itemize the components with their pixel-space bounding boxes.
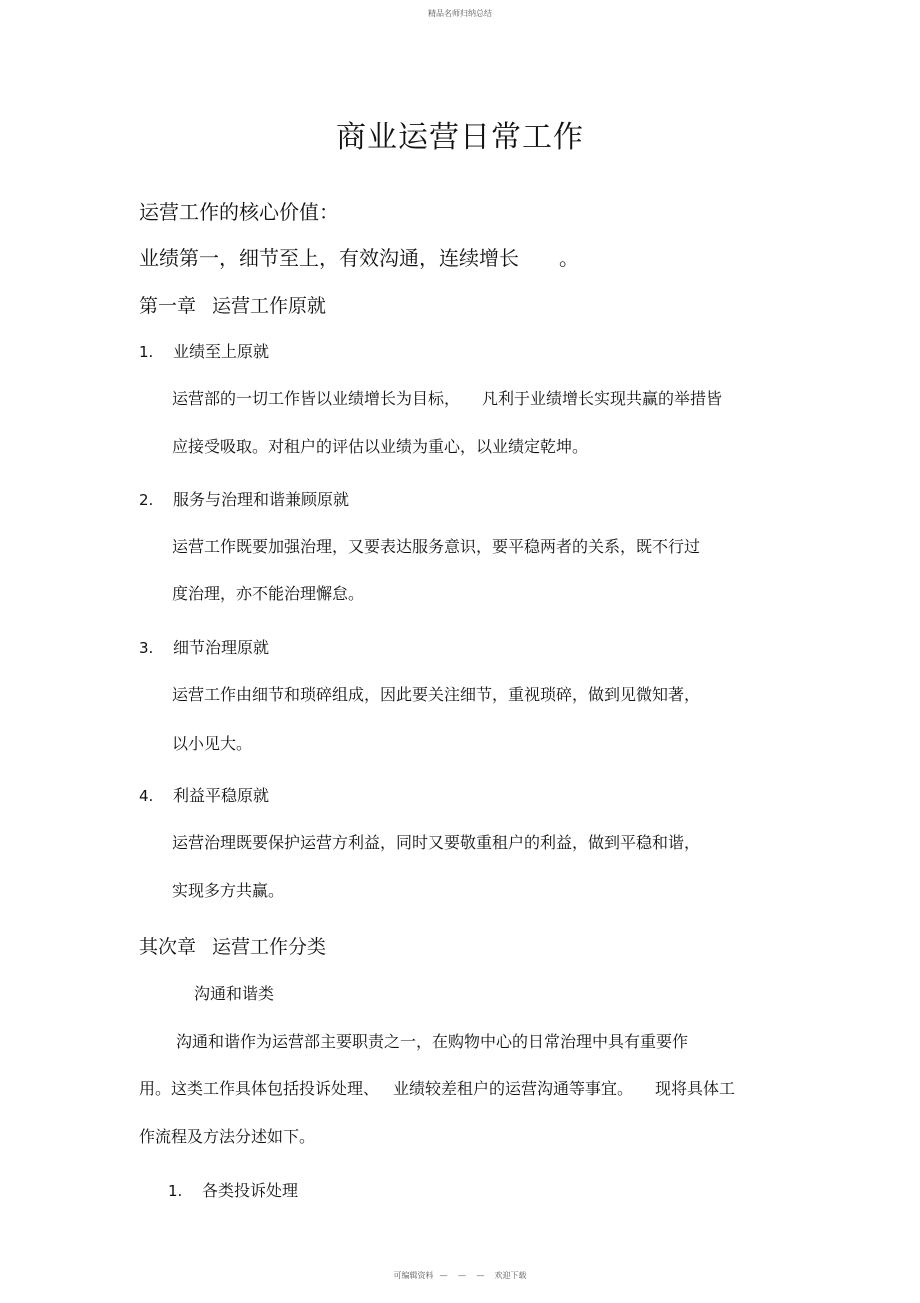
list-item-title: 细节治理原就 xyxy=(173,638,270,657)
list-item-number: 1. xyxy=(168,1182,183,1200)
text-segment: 现将具体工 xyxy=(655,1079,736,1098)
list-item-heading xyxy=(139,487,349,510)
list-item-title: 各类投诉处理 xyxy=(202,1181,299,1200)
paragraph-line: 运营工作由细节和琐碎组成，因此要关注细节，重视琐碎，做到见微知著， xyxy=(172,685,701,704)
list-item-title: 业绩至上原就 xyxy=(173,342,270,361)
text-segment: 用。这类工作具体包括投诉处理、 xyxy=(139,1079,380,1098)
paragraph-line: 度治理，亦不能治理懈怠。 xyxy=(172,584,365,603)
list-item-heading xyxy=(139,339,269,362)
list-item-title: 利益平稳原就 xyxy=(173,786,270,805)
page-header-note: 精品名师归纳总结 xyxy=(428,9,492,18)
paragraph-line: 运营工作既要加强治理，又要表达服务意识，要平稳两者的关系，既不行过 xyxy=(172,537,701,556)
core-value-text: 业绩第一，细节至上，有效沟通，连续增长 xyxy=(139,246,519,270)
text-segment: 业绩较差租户的运营沟通等事宜。 xyxy=(393,1079,634,1098)
list-item-heading xyxy=(168,1178,298,1201)
list-item-heading xyxy=(139,635,269,658)
chapter-1-title: 运营工作原就 xyxy=(212,295,327,317)
list-item-number: 4. xyxy=(139,787,154,805)
page-footer-note xyxy=(0,1270,920,1281)
footer-left-text: 可编辑资料 xyxy=(393,1271,434,1280)
paragraph-line: 运营治理既要保护运营方利益，同时又要敬重租户的利益，做到平稳和谐， xyxy=(172,833,701,852)
chapter-1-heading xyxy=(139,291,326,318)
chapter-2-heading xyxy=(139,932,326,959)
document-title: 商业运营日常工作 xyxy=(336,120,584,155)
subsection-title: 沟通和谐类 xyxy=(194,984,275,1003)
footer-dashes: — — — xyxy=(439,1271,489,1280)
chapter-2-number: 其次章 xyxy=(139,936,197,958)
list-item-number: 2. xyxy=(139,491,154,509)
paragraph-line xyxy=(172,386,722,409)
paragraph-line: 应接受吸取。对租户的评估以业绩为重心，以业绩定乾坤。 xyxy=(172,437,589,456)
paragraph-line xyxy=(139,1076,735,1099)
paragraph-line: 以小见大。 xyxy=(172,734,253,753)
paragraph-line: 沟通和谐作为运营部主要职责之一，在购物中心的日常治理中具有重要作 xyxy=(176,1032,689,1051)
text-segment: 运营部的一切工作皆以业绩增长为目标， xyxy=(172,389,461,408)
paragraph-line: 实现多方共赢。 xyxy=(172,881,285,900)
footer-right-text: 欢迎下载 xyxy=(494,1271,527,1280)
core-value-statement xyxy=(139,242,579,271)
chapter-1-number: 第一章 xyxy=(139,295,197,317)
core-value-label: 运营工作的核心价值： xyxy=(139,200,339,224)
list-item-number: 1. xyxy=(139,343,154,361)
list-item-number: 3. xyxy=(139,639,154,657)
paragraph-line: 作流程及方法分述如下。 xyxy=(139,1127,316,1146)
chapter-2-title: 运营工作分类 xyxy=(212,936,327,958)
core-value-end: 。 xyxy=(559,246,579,270)
text-segment: 凡利于业绩增长实现共赢的举措皆 xyxy=(482,389,723,408)
list-item-heading xyxy=(139,783,269,806)
list-item-title: 服务与治理和谐兼顾原就 xyxy=(173,490,350,509)
